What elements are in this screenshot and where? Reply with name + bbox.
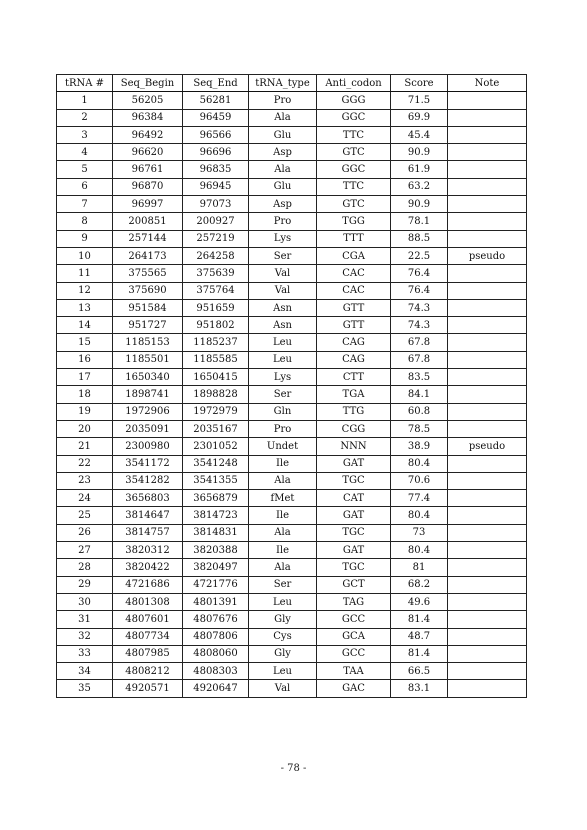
seq-begin-cell: 1898741 <box>113 386 183 403</box>
seq-begin-cell: 4920571 <box>113 680 183 697</box>
trna-type-cell: Ala <box>249 109 317 126</box>
trna-type-cell: Val <box>249 265 317 282</box>
anti-codon-cell: GAT <box>317 542 391 559</box>
score-cell: 90.9 <box>391 196 448 213</box>
score-cell: 81.4 <box>391 611 448 628</box>
note-cell <box>448 317 527 334</box>
table-row <box>57 611 527 628</box>
table-row <box>57 420 527 437</box>
seq-begin-cell: 96492 <box>113 126 183 143</box>
seq-begin-cell: 4721686 <box>113 576 183 593</box>
trna-number-cell: 17 <box>57 369 113 386</box>
seq-begin-cell: 3814757 <box>113 524 183 541</box>
seq-begin-cell: 3541282 <box>113 472 183 489</box>
trna-type-cell: Ser <box>249 386 317 403</box>
seq-end-cell: 96945 <box>183 178 249 195</box>
table-row <box>57 645 527 662</box>
seq-end-cell: 4807806 <box>183 628 249 645</box>
note-cell <box>448 663 527 680</box>
score-cell: 80.4 <box>391 455 448 472</box>
table-row <box>57 628 527 645</box>
score-cell: 73 <box>391 524 448 541</box>
score-cell: 76.4 <box>391 265 448 282</box>
trna-type-cell: Val <box>249 282 317 299</box>
trna-type-cell: Ser <box>249 576 317 593</box>
table-row <box>57 490 527 507</box>
note-cell <box>448 178 527 195</box>
column-header-seq-begin: Seq_Begin <box>113 75 183 92</box>
column-header-trna-type: tRNA_type <box>249 75 317 92</box>
column-header-note: Note <box>448 75 527 92</box>
note-cell <box>448 161 527 178</box>
trna-number-cell: 27 <box>57 542 113 559</box>
trna-type-cell: Gly <box>249 611 317 628</box>
trna-type-cell: Pro <box>249 213 317 230</box>
anti-codon-cell: CAG <box>317 351 391 368</box>
anti-codon-cell: NNN <box>317 438 391 455</box>
trna-type-cell: Leu <box>249 663 317 680</box>
seq-begin-cell: 96620 <box>113 144 183 161</box>
note-cell <box>448 559 527 576</box>
seq-end-cell: 4801391 <box>183 593 249 610</box>
note-cell <box>448 680 527 697</box>
score-cell: 81.4 <box>391 645 448 662</box>
note-cell <box>448 299 527 316</box>
table-row <box>57 161 527 178</box>
note-cell <box>448 213 527 230</box>
trna-number-cell: 6 <box>57 178 113 195</box>
note-cell <box>448 490 527 507</box>
table-row <box>57 144 527 161</box>
trna-type-cell: Leu <box>249 351 317 368</box>
table-row <box>57 126 527 143</box>
table-row <box>57 109 527 126</box>
trna-type-cell: Ala <box>249 524 317 541</box>
anti-codon-cell: CGA <box>317 247 391 264</box>
seq-begin-cell: 2035091 <box>113 420 183 437</box>
note-cell <box>448 611 527 628</box>
table-row <box>57 265 527 282</box>
seq-begin-cell: 96384 <box>113 109 183 126</box>
seq-end-cell: 951802 <box>183 317 249 334</box>
trna-number-cell: 34 <box>57 663 113 680</box>
table-row <box>57 403 527 420</box>
trna-type-cell: Ser <box>249 247 317 264</box>
anti-codon-cell: GCT <box>317 576 391 593</box>
trna-number-cell: 28 <box>57 559 113 576</box>
score-cell: 90.9 <box>391 144 448 161</box>
trna-number-cell: 21 <box>57 438 113 455</box>
trna-number-cell: 4 <box>57 144 113 161</box>
trna-number-cell: 8 <box>57 213 113 230</box>
anti-codon-cell: CAT <box>317 490 391 507</box>
seq-begin-cell: 3656803 <box>113 490 183 507</box>
trna-number-cell: 1 <box>57 92 113 109</box>
score-cell: 78.5 <box>391 420 448 437</box>
seq-end-cell: 3814723 <box>183 507 249 524</box>
seq-begin-cell: 4808212 <box>113 663 183 680</box>
seq-begin-cell: 3541172 <box>113 455 183 472</box>
trna-type-cell: Glu <box>249 178 317 195</box>
trna-number-cell: 24 <box>57 490 113 507</box>
table-row <box>57 507 527 524</box>
note-cell <box>448 334 527 351</box>
seq-begin-cell: 1185153 <box>113 334 183 351</box>
table-row <box>57 317 527 334</box>
trna-type-cell: Asp <box>249 196 317 213</box>
page-number: - 78 - <box>280 763 307 774</box>
table-row <box>57 247 527 264</box>
table-row <box>57 369 527 386</box>
seq-end-cell: 96459 <box>183 109 249 126</box>
trna-number-cell: 35 <box>57 680 113 697</box>
anti-codon-cell: TGC <box>317 524 391 541</box>
seq-begin-cell: 200851 <box>113 213 183 230</box>
anti-codon-cell: GGC <box>317 109 391 126</box>
seq-end-cell: 96835 <box>183 161 249 178</box>
seq-end-cell: 96566 <box>183 126 249 143</box>
seq-end-cell: 200927 <box>183 213 249 230</box>
table-row <box>57 230 527 247</box>
note-cell <box>448 593 527 610</box>
trna-number-cell: 13 <box>57 299 113 316</box>
note-cell <box>448 109 527 126</box>
table-row <box>57 386 527 403</box>
seq-begin-cell: 1185501 <box>113 351 183 368</box>
seq-end-cell: 3820388 <box>183 542 249 559</box>
seq-end-cell: 2301052 <box>183 438 249 455</box>
seq-end-cell: 97073 <box>183 196 249 213</box>
trna-type-cell: Leu <box>249 593 317 610</box>
table-row <box>57 213 527 230</box>
anti-codon-cell: TTT <box>317 230 391 247</box>
anti-codon-cell: GTT <box>317 317 391 334</box>
anti-codon-cell: CAG <box>317 334 391 351</box>
note-cell <box>448 92 527 109</box>
note-cell <box>448 282 527 299</box>
seq-end-cell: 96696 <box>183 144 249 161</box>
note-cell <box>448 196 527 213</box>
seq-begin-cell: 56205 <box>113 92 183 109</box>
trna-number-cell: 30 <box>57 593 113 610</box>
trna-number-cell: 18 <box>57 386 113 403</box>
score-cell: 67.8 <box>391 351 448 368</box>
table-row <box>57 92 527 109</box>
seq-begin-cell: 96870 <box>113 178 183 195</box>
anti-codon-cell: TGG <box>317 213 391 230</box>
note-cell <box>448 472 527 489</box>
trna-number-cell: 14 <box>57 317 113 334</box>
trna-type-cell: Ala <box>249 472 317 489</box>
seq-begin-cell: 951584 <box>113 299 183 316</box>
trna-type-cell: Ala <box>249 559 317 576</box>
trna-number-cell: 33 <box>57 645 113 662</box>
trna-number-cell: 7 <box>57 196 113 213</box>
trna-type-cell: Ile <box>249 507 317 524</box>
table-row <box>57 178 527 195</box>
table-row <box>57 559 527 576</box>
score-cell: 76.4 <box>391 282 448 299</box>
score-cell: 81 <box>391 559 448 576</box>
trna-type-cell: Undet <box>249 438 317 455</box>
trna-number-cell: 25 <box>57 507 113 524</box>
note-cell <box>448 420 527 437</box>
anti-codon-cell: GAT <box>317 455 391 472</box>
seq-end-cell: 4808303 <box>183 663 249 680</box>
trna-type-cell: Gln <box>249 403 317 420</box>
anti-codon-cell: TGA <box>317 386 391 403</box>
seq-begin-cell: 257144 <box>113 230 183 247</box>
score-cell: 48.7 <box>391 628 448 645</box>
seq-end-cell: 375639 <box>183 265 249 282</box>
table-row <box>57 542 527 559</box>
table-row <box>57 196 527 213</box>
trna-number-cell: 11 <box>57 265 113 282</box>
table-row <box>57 680 527 697</box>
seq-end-cell: 1972979 <box>183 403 249 420</box>
seq-end-cell: 4721776 <box>183 576 249 593</box>
anti-codon-cell: TTG <box>317 403 391 420</box>
seq-end-cell: 56281 <box>183 92 249 109</box>
score-cell: 83.5 <box>391 369 448 386</box>
seq-begin-cell: 1972906 <box>113 403 183 420</box>
anti-codon-cell: GGC <box>317 161 391 178</box>
trna-number-cell: 19 <box>57 403 113 420</box>
seq-begin-cell: 4807601 <box>113 611 183 628</box>
trna-number-cell: 2 <box>57 109 113 126</box>
trna-table <box>56 74 527 698</box>
note-cell <box>448 524 527 541</box>
anti-codon-cell: GAT <box>317 507 391 524</box>
anti-codon-cell: CTT <box>317 369 391 386</box>
anti-codon-cell: GTT <box>317 299 391 316</box>
trna-type-cell: Asp <box>249 144 317 161</box>
seq-end-cell: 1185585 <box>183 351 249 368</box>
anti-codon-cell: CAC <box>317 265 391 282</box>
trna-type-cell: Pro <box>249 420 317 437</box>
seq-end-cell: 1185237 <box>183 334 249 351</box>
seq-begin-cell: 96761 <box>113 161 183 178</box>
note-cell <box>448 386 527 403</box>
table-row <box>57 472 527 489</box>
trna-type-cell: Ile <box>249 455 317 472</box>
score-cell: 80.4 <box>391 542 448 559</box>
trna-type-cell: Cys <box>249 628 317 645</box>
score-cell: 68.2 <box>391 576 448 593</box>
trna-number-cell: 15 <box>57 334 113 351</box>
trna-type-cell: Lys <box>249 230 317 247</box>
seq-end-cell: 4808060 <box>183 645 249 662</box>
table-row <box>57 455 527 472</box>
score-cell: 74.3 <box>391 299 448 316</box>
trna-type-cell: Gly <box>249 645 317 662</box>
score-cell: 77.4 <box>391 490 448 507</box>
note-cell <box>448 455 527 472</box>
score-cell: 88.5 <box>391 230 448 247</box>
score-cell: 84.1 <box>391 386 448 403</box>
note-cell <box>448 645 527 662</box>
score-cell: 60.8 <box>391 403 448 420</box>
anti-codon-cell: TAA <box>317 663 391 680</box>
seq-begin-cell: 4801308 <box>113 593 183 610</box>
anti-codon-cell: GTC <box>317 144 391 161</box>
trna-number-cell: 5 <box>57 161 113 178</box>
table-header-row <box>57 75 527 92</box>
trna-type-cell: Ala <box>249 161 317 178</box>
column-header-seq-end: Seq_End <box>183 75 249 92</box>
table-row <box>57 282 527 299</box>
trna-number-cell: 31 <box>57 611 113 628</box>
note-cell <box>448 403 527 420</box>
score-cell: 69.9 <box>391 109 448 126</box>
seq-begin-cell: 3814647 <box>113 507 183 524</box>
seq-end-cell: 3820497 <box>183 559 249 576</box>
seq-begin-cell: 3820422 <box>113 559 183 576</box>
seq-end-cell: 3814831 <box>183 524 249 541</box>
table-row <box>57 438 527 455</box>
score-cell: 71.5 <box>391 92 448 109</box>
trna-type-cell: Ile <box>249 542 317 559</box>
trna-number-cell: 16 <box>57 351 113 368</box>
seq-begin-cell: 951727 <box>113 317 183 334</box>
note-cell <box>448 542 527 559</box>
table-row <box>57 334 527 351</box>
score-cell: 61.9 <box>391 161 448 178</box>
anti-codon-cell: GAC <box>317 680 391 697</box>
trna-type-cell: Leu <box>249 334 317 351</box>
seq-end-cell: 3541248 <box>183 455 249 472</box>
trna-type-cell: Glu <box>249 126 317 143</box>
anti-codon-cell: GCA <box>317 628 391 645</box>
note-cell <box>448 351 527 368</box>
note-cell <box>448 144 527 161</box>
trna-type-cell: Pro <box>249 92 317 109</box>
table-row <box>57 576 527 593</box>
trna-type-cell: Val <box>249 680 317 697</box>
seq-end-cell: 3541355 <box>183 472 249 489</box>
score-cell: 45.4 <box>391 126 448 143</box>
seq-end-cell: 1650415 <box>183 369 249 386</box>
trna-type-cell: Asn <box>249 299 317 316</box>
seq-begin-cell: 3820312 <box>113 542 183 559</box>
trna-number-cell: 10 <box>57 247 113 264</box>
seq-begin-cell: 375565 <box>113 265 183 282</box>
column-header-score: Score <box>391 75 448 92</box>
anti-codon-cell: CGG <box>317 420 391 437</box>
trna-number-cell: 12 <box>57 282 113 299</box>
anti-codon-cell: TTC <box>317 126 391 143</box>
seq-end-cell: 4807676 <box>183 611 249 628</box>
trna-number-cell: 29 <box>57 576 113 593</box>
seq-begin-cell: 2300980 <box>113 438 183 455</box>
table-row <box>57 299 527 316</box>
seq-end-cell: 4920647 <box>183 680 249 697</box>
seq-begin-cell: 4807734 <box>113 628 183 645</box>
note-cell: pseudo <box>448 247 527 264</box>
anti-codon-cell: TGC <box>317 472 391 489</box>
table-row <box>57 663 527 680</box>
score-cell: 78.1 <box>391 213 448 230</box>
trna-type-cell: Asn <box>249 317 317 334</box>
table-row <box>57 351 527 368</box>
note-cell <box>448 369 527 386</box>
seq-end-cell: 951659 <box>183 299 249 316</box>
note-cell <box>448 628 527 645</box>
trna-type-cell: Lys <box>249 369 317 386</box>
table-body <box>57 92 527 697</box>
anti-codon-cell: GCC <box>317 611 391 628</box>
trna-number-cell: 32 <box>57 628 113 645</box>
note-cell <box>448 507 527 524</box>
score-cell: 83.1 <box>391 680 448 697</box>
trna-number-cell: 22 <box>57 455 113 472</box>
seq-end-cell: 375764 <box>183 282 249 299</box>
score-cell: 67.8 <box>391 334 448 351</box>
note-cell: pseudo <box>448 438 527 455</box>
note-cell <box>448 126 527 143</box>
trna-number-cell: 9 <box>57 230 113 247</box>
seq-begin-cell: 1650340 <box>113 369 183 386</box>
score-cell: 74.3 <box>391 317 448 334</box>
note-cell <box>448 265 527 282</box>
score-cell: 38.9 <box>391 438 448 455</box>
note-cell <box>448 230 527 247</box>
note-cell <box>448 576 527 593</box>
trna-number-cell: 3 <box>57 126 113 143</box>
table-row <box>57 524 527 541</box>
seq-end-cell: 1898828 <box>183 386 249 403</box>
trna-number-cell: 20 <box>57 420 113 437</box>
anti-codon-cell: CAC <box>317 282 391 299</box>
anti-codon-cell: TGC <box>317 559 391 576</box>
score-cell: 63.2 <box>391 178 448 195</box>
column-header-trna-number: tRNA # <box>57 75 113 92</box>
seq-end-cell: 3656879 <box>183 490 249 507</box>
seq-begin-cell: 96997 <box>113 196 183 213</box>
seq-end-cell: 2035167 <box>183 420 249 437</box>
seq-begin-cell: 4807985 <box>113 645 183 662</box>
score-cell: 22.5 <box>391 247 448 264</box>
anti-codon-cell: GCC <box>317 645 391 662</box>
seq-begin-cell: 375690 <box>113 282 183 299</box>
trna-number-cell: 26 <box>57 524 113 541</box>
trna-type-cell: fMet <box>249 490 317 507</box>
trna-number-cell: 23 <box>57 472 113 489</box>
anti-codon-cell: GTC <box>317 196 391 213</box>
anti-codon-cell: TAG <box>317 593 391 610</box>
score-cell: 70.6 <box>391 472 448 489</box>
seq-end-cell: 257219 <box>183 230 249 247</box>
seq-end-cell: 264258 <box>183 247 249 264</box>
score-cell: 66.5 <box>391 663 448 680</box>
anti-codon-cell: TTC <box>317 178 391 195</box>
table-row <box>57 593 527 610</box>
score-cell: 49.6 <box>391 593 448 610</box>
anti-codon-cell: GGG <box>317 92 391 109</box>
column-header-anti-codon: Anti_codon <box>317 75 391 92</box>
score-cell: 80.4 <box>391 507 448 524</box>
seq-begin-cell: 264173 <box>113 247 183 264</box>
